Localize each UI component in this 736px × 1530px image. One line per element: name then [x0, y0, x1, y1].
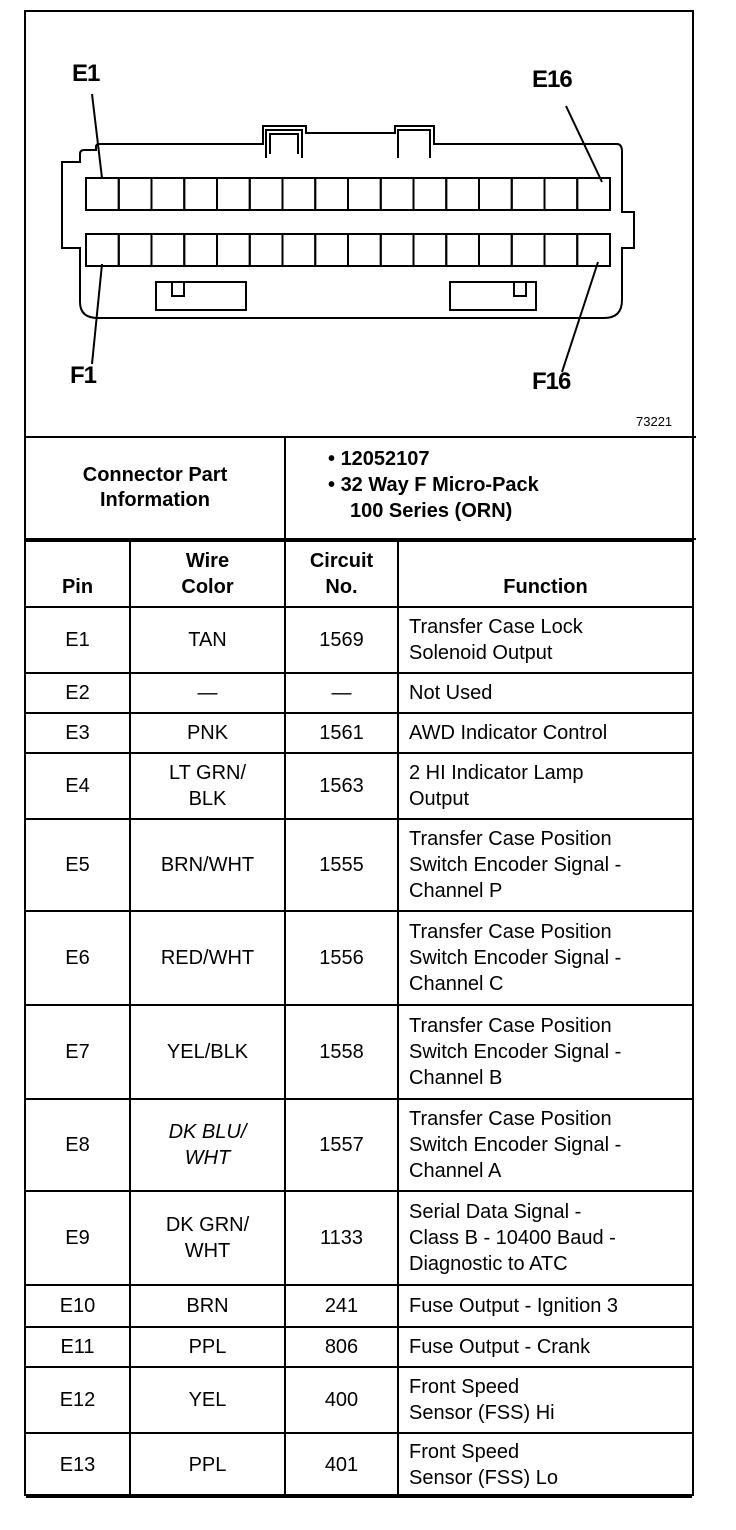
function-cell: Fuse Output - Crank [398, 1327, 692, 1367]
pin-cavity-f4 [184, 234, 217, 266]
wire-color-cell: PPL [130, 1433, 285, 1497]
pin-cavity-e4 [184, 178, 217, 210]
pinout-table [26, 540, 692, 1498]
pin-cavity-e5 [217, 178, 250, 210]
pin-row-e7 [26, 1005, 692, 1099]
pin-cavity-f16 [577, 234, 610, 266]
pin-row-e4 [26, 753, 692, 819]
wire-color-cell: DK GRN/ WHT [130, 1191, 285, 1285]
pin-cavity-e15 [545, 178, 578, 210]
pin-cavity-f8 [315, 234, 348, 266]
function-cell: Transfer Case Position Switch Encoder Signal - Channel C [398, 911, 692, 1005]
circuit-cell: 400 [285, 1367, 398, 1433]
circuit-cell: 1555 [285, 819, 398, 911]
circuit-cell: 806 [285, 1327, 398, 1367]
wire-color-cell: — [130, 673, 285, 713]
function-cell: Transfer Case Lock Solenoid Output [398, 607, 692, 673]
pin-cavity-e9 [348, 178, 381, 210]
header-wire-color: Wire Color [130, 541, 285, 607]
connector-latch [266, 130, 430, 158]
bottom-key-left-notch [172, 282, 184, 296]
part-description-line1: 32 Way F Micro-Pack [340, 474, 539, 496]
connector-page-frame [24, 10, 694, 1496]
pin-cell: E5 [26, 819, 130, 911]
header-function: Function [398, 541, 692, 607]
pin-row-f [86, 234, 610, 266]
pin-cell: E7 [26, 1005, 130, 1099]
pin-cell: E12 [26, 1367, 130, 1433]
connector-diagram [26, 12, 696, 438]
pin-row-e [86, 178, 610, 210]
pin-row-e1 [26, 607, 692, 673]
pin-row-e2 [26, 673, 692, 713]
wire-color-cell: TAN [130, 607, 285, 673]
pin-cell: E2 [26, 673, 130, 713]
wire-color-cell: YEL/BLK [130, 1005, 285, 1099]
pin-cavity-f11 [414, 234, 447, 266]
wire-color-cell: DK BLU/ WHT [130, 1099, 285, 1191]
pin-cavity-e2 [119, 178, 152, 210]
label-e1: E1 [72, 60, 100, 87]
pin-cavity-e12 [446, 178, 479, 210]
pin-cavity-e16 [577, 178, 610, 210]
circuit-cell: 1557 [285, 1099, 398, 1191]
function-cell: Front Speed Sensor (FSS) Lo [398, 1433, 692, 1497]
connector-part-info-label [26, 438, 286, 538]
part-description-line2: 100 Series (ORN) [350, 500, 513, 522]
pin-row-e11 [26, 1327, 692, 1367]
circuit-cell: 1558 [285, 1005, 398, 1099]
label-e16: E16 [532, 66, 572, 93]
part-number: 12052107 [340, 448, 430, 470]
pin-cavity-f14 [512, 234, 545, 266]
pin-cell: E10 [26, 1285, 130, 1327]
function-cell: Fuse Output - Ignition 3 [398, 1285, 692, 1327]
pin-cavity-f3 [152, 234, 185, 266]
wire-color-cell: BRN [130, 1285, 285, 1327]
pin-row-e8 [26, 1099, 692, 1191]
circuit-cell: 1133 [285, 1191, 398, 1285]
connector-housing-outline [62, 126, 634, 318]
pin-row-e13 [26, 1433, 692, 1497]
pin-row-e12 [26, 1367, 692, 1433]
bottom-key-right-notch [514, 282, 526, 296]
function-cell: Front Speed Sensor (FSS) Hi [398, 1367, 692, 1433]
connector-part-info-values [328, 446, 688, 524]
label-f16: F16 [532, 368, 571, 395]
pin-row-e9 [26, 1191, 692, 1285]
pin-row-e10 [26, 1285, 692, 1327]
wire-color-cell: LT GRN/ BLK [130, 753, 285, 819]
pin-cavity-e13 [479, 178, 512, 210]
header-circuit-no: Circuit No. [285, 541, 398, 607]
pinout-header-row [26, 541, 692, 607]
pin-cavity-f10 [381, 234, 414, 266]
pin-cell: E6 [26, 911, 130, 1005]
function-cell: 2 HI Indicator Lamp Output [398, 753, 692, 819]
pin-row-e5 [26, 819, 692, 911]
pin-row-e6 [26, 911, 692, 1005]
figure-reference-number: 73221 [636, 414, 673, 429]
pin-cavity-f12 [446, 234, 479, 266]
pin-cavity-e6 [250, 178, 283, 210]
circuit-cell: 401 [285, 1433, 398, 1497]
leader-f1 [92, 264, 102, 364]
function-cell: AWD Indicator Control [398, 713, 692, 753]
pin-cell: E13 [26, 1433, 130, 1497]
pin-cavity-e7 [283, 178, 316, 210]
wire-color-cell: PNK [130, 713, 285, 753]
leader-e1 [92, 94, 102, 178]
pin-cavity-f9 [348, 234, 381, 266]
description-line: • 32 Way F Micro-Pack [328, 474, 539, 496]
circuit-cell: 241 [285, 1285, 398, 1327]
pin-cavity-f1 [86, 234, 119, 266]
circuit-cell: — [285, 673, 398, 713]
function-cell: Serial Data Signal - Class B - 10400 Baud - Diagnostic to ATC [398, 1191, 692, 1285]
function-cell: Transfer Case Position Switch Encoder Signal - Channel P [398, 819, 692, 911]
circuit-cell: 1569 [285, 607, 398, 673]
pin-cavity-e1 [86, 178, 119, 210]
pin-cavity-e8 [315, 178, 348, 210]
header-pin: Pin [26, 541, 130, 607]
wire-color-cell: RED/WHT [130, 911, 285, 1005]
function-cell: Transfer Case Position Switch Encoder Signal - Channel A [398, 1099, 692, 1191]
label-f1: F1 [70, 362, 97, 389]
pin-cell: E9 [26, 1191, 130, 1285]
circuit-cell: 1563 [285, 753, 398, 819]
pin-cell: E3 [26, 713, 130, 753]
pin-cavity-f15 [545, 234, 578, 266]
pin-row-e3 [26, 713, 692, 753]
connector-part-info [26, 438, 696, 540]
pin-cavity-e10 [381, 178, 414, 210]
pin-cavity-f13 [479, 234, 512, 266]
pin-cavity-f6 [250, 234, 283, 266]
wire-color-cell: BRN/WHT [130, 819, 285, 911]
pin-cavity-f2 [119, 234, 152, 266]
bottom-key-left [156, 282, 246, 310]
part-number-line: • 12052107 [328, 448, 430, 470]
wire-color-cell: PPL [130, 1327, 285, 1367]
function-cell: Transfer Case Position Switch Encoder Signal - Channel B [398, 1005, 692, 1099]
pin-cell: E1 [26, 607, 130, 673]
pin-cavity-e11 [414, 178, 447, 210]
part-info-label-line1: Connector Part [82, 464, 228, 486]
pin-cell: E8 [26, 1099, 130, 1191]
circuit-cell: 1556 [285, 911, 398, 1005]
circuit-cell: 1561 [285, 713, 398, 753]
wire-color-cell: YEL [130, 1367, 285, 1433]
pin-cavity-f7 [283, 234, 316, 266]
pin-cavity-f5 [217, 234, 250, 266]
part-info-label-line2: Information [100, 489, 210, 511]
connector-face-drawing [26, 12, 696, 438]
pin-cell: E11 [26, 1327, 130, 1367]
pin-cavity-e14 [512, 178, 545, 210]
pin-cavity-e3 [152, 178, 185, 210]
function-cell: Not Used [398, 673, 692, 713]
pin-cell: E4 [26, 753, 130, 819]
